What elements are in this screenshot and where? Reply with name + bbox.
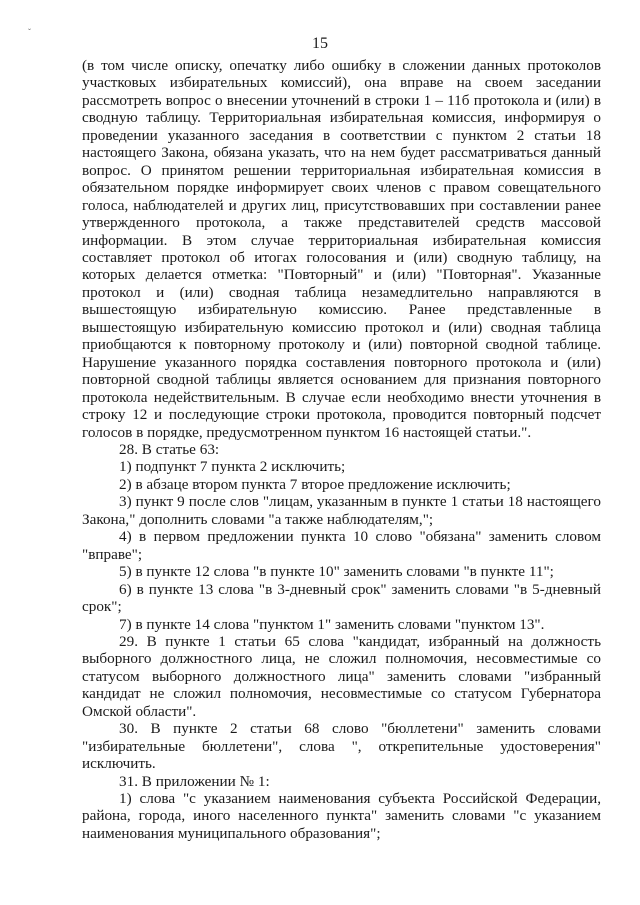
paragraph-item-28-6: 6) в пункте 13 слова "в 3-дневный срок" заменить словами "в 5-дневный срок"; — [82, 580, 601, 616]
paragraph-item-31-1: 1) слова "с указанием наименования субъекта Российской Федерации, района, города, иного населенного пункта" заменить словами "с указанием наименования муниципального образования"; — [82, 790, 601, 842]
document-body — [82, 57, 601, 842]
page-number: 15 — [312, 35, 328, 52]
paragraph-item-28-1: 1) подпункт 7 пункта 2 исключить; — [119, 458, 346, 476]
paragraph-item-28-7: 7) в пункте 14 слова "пунктом 1" заменить словами "пунктом 13". — [119, 615, 545, 633]
paragraph-item-28: 28. В статье 63: — [119, 440, 220, 458]
paragraph-item-28-4: 4) в первом предложении пункта 10 слово "обязана" заменить словом "вправе"; — [82, 528, 601, 563]
paragraph-item-29: 29. В пункте 1 статьи 65 слова "кандидат, избранный на должность выборного должностного лица, не сложил полномочия, несовместимые со статусом выборного должностного лица" заменить словами "избранный кандидат не сложил полномочия, несовместимые со статусом Губернатора Омской области". — [82, 632, 601, 720]
paragraph-continuation: (в том числе описку, опечатку либо ошибку в сложении данных протоколов участковых избирательных комиссий), она вправе на своем заседании рассмотреть вопрос о внесении уточнений в строки 1 – 11б протокола и (или) в сводную таблицу. Территориальная избирательная комиссия, информируя о проведении указанного заседания в соответствии с пунктом 2 статьи 18 настоящего Закона, обязана указать, что на нем будет рассматриваться данный вопрос. О принятом решении территориальная избирательная комиссия в обязательном порядке информирует своих членов с правом совещательного голоса, наблюдателей и других лиц, присутствовавших при составлении ранее утвержденного протокола, а также представителей средств массовой информации. В этом случае территориальная избирательная комиссия составляет протокол об итогах голосования и (или) сводную таблицу, на которых делается отметка: "Повторный" и (или) "Повторная". Указанные протокол и (или) сводная таблица незамедлительно направляются в вышестоящую избирательную комиссию. Ранее представленные в вышестоящую избирательную комиссию протокол и (или) сводная таблица приобщаются к повторному протоколу и (или) повторной сводной таблице. Нарушение указанного порядка составления повторного протокола и (или) повторной сводной таблицы является основанием для признания повторного протокола недействительным. В случае если необходимо внести уточнения в строку 12 и последующие строки протокола, проводится повторный подсчет голосов в порядке, предусмотренном пунктом 16 настоящей статьи.". — [82, 57, 601, 441]
paragraph-item-30: 30. В пункте 2 статьи 68 слово "бюллетени" заменить словами "избирательные бюллетени", слова ", открепительные удостоверения" исключить. — [82, 720, 601, 773]
paragraph-item-28-3: 3) пункт 9 после слов "лицам, указанным в пункте 1 статьи 18 настоящего Закона," дополнить словами "а также наблюдателям,"; — [82, 493, 601, 528]
paragraph-item-31: 31. В приложении № 1: — [119, 772, 270, 790]
scan-corner-mark: ˇ — [28, 27, 31, 37]
paragraph-item-28-5: 5) в пункте 12 слова "в пункте 10" заменить словами "в пункте 11"; — [119, 563, 554, 581]
paragraph-item-28-2: 2) в абзаце втором пункта 7 второе предложение исключить; — [119, 475, 511, 493]
